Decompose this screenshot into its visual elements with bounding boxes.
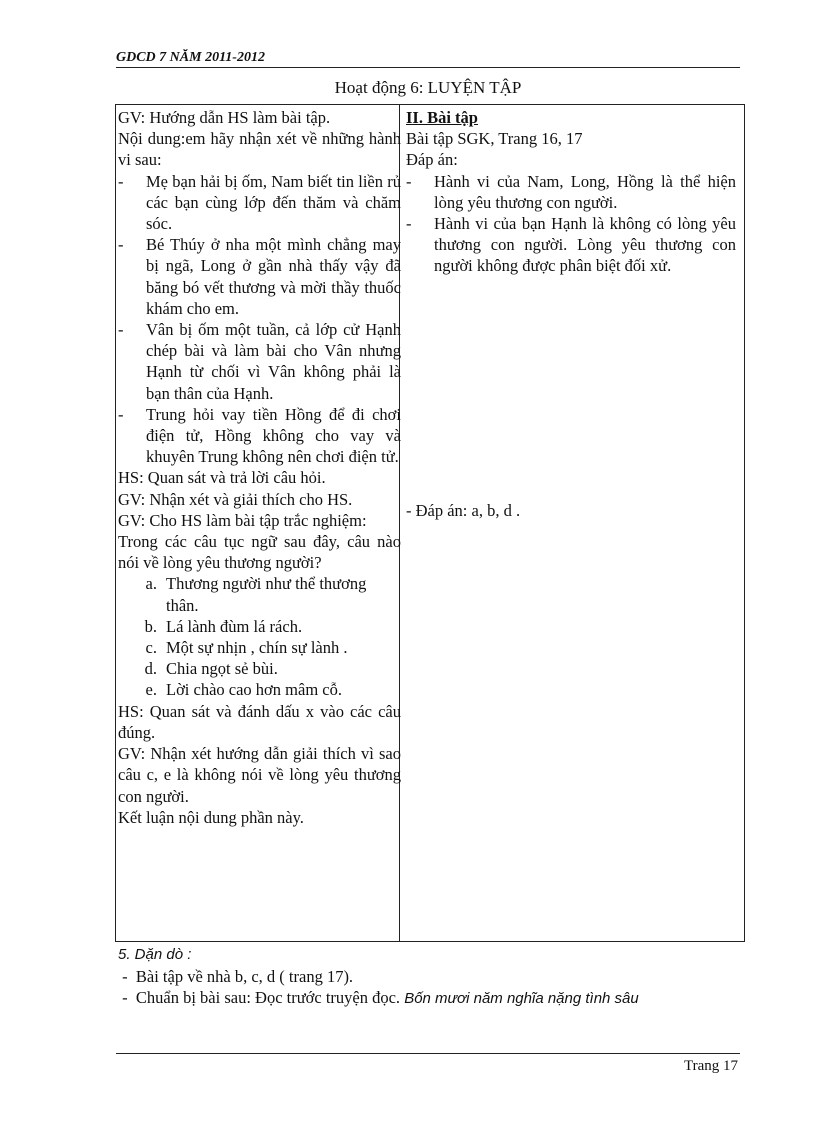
quiz-answer: - Đáp án: a, b, d . [406,500,521,520]
quiz-intro: GV: Cho HS làm bài tập trắc nghiệm: [118,510,367,530]
homework-section [118,944,738,1010]
conclusion-line: Kết luận nội dung phần này. [118,807,304,827]
teacher-student-column [118,107,401,828]
preparation-item: - Chuẩn bị bài sau: Đọc trước truyện đọc. Bốn mươi năm nghĩa nặng tình sâu [118,988,639,1007]
exercise-reference: Bài tập SGK, Trang 16, 17 [406,129,583,149]
quiz-question: Trong các câu tục ngữ sau đây, câu nào nói về lòng yêu thương người? [118,532,401,573]
teacher-comment: GV: Nhận xét và giải thích cho HS. [118,489,353,509]
footer-rule [116,1053,740,1054]
section-label: 5. Dặn dò : [118,946,192,963]
content-column [406,107,736,521]
homework-item: - Bài tập về nhà b, c, d ( trang 17). [118,966,354,986]
answer-item: - Hành vi của Nam, Long, Hồng là thể hiện lòng yêu thương con người. [406,171,736,212]
quiz-option: c. Một sự nhịn , chín sự lành . [145,638,348,658]
student-mark-task: HS: Quan sát và đánh dấu x vào các câu đúng. [118,701,401,742]
activity-title: Hoạt động 6: LUYỆN TẬP [334,78,522,97]
list-item: - Vân bị ốm một tuần, cả lớp cử Hạnh chép bài và làm bài cho Vân nhưng Hạnh từ chối vì Vân không phải là bạn thân của Hạnh. [118,320,401,403]
student-task: HS: Quan sát và trả lời câu hỏi. [118,468,326,488]
answer-item: - Hành vi của bạn Hạnh là không có lòng yêu thương con người. Lòng yêu thương con người không được phân biệt đối xử. [406,214,736,276]
answer-label: Đáp án: [406,150,458,170]
quiz-option: b. Lá lành đùm lá rách. [144,616,303,636]
quiz-option: d. Chia ngọt sẻ bùi. [144,659,278,679]
list-item: - Trung hỏi vay tiền Hồng để đi chơi điện tử, Hồng không cho vay và khuyên Trung không nên chơi điện tử. [118,404,401,467]
teacher-explanation: GV: Nhận xét hướng dẫn giải thích vì sao câu c, e là không nói về lòng yêu thương con người. [118,744,401,806]
page-number: Trang 17 [683,1058,738,1074]
section-heading: II. Bài tập [406,108,478,127]
page-header: GDCD 7 NĂM 2011-2012 [116,50,740,68]
content-prompt: Nội dung:em hãy nhận xét về những hành vi sau: [118,129,401,170]
list-item: - Bé Thúy ở nha một mình chẳng may bị ngã, Long ở gần nhà thấy vậy đã băng bó vết thương và mời thầy thuốc khám cho em. [118,235,401,318]
instruction-line: GV: Hướng dẫn HS làm bài tập. [118,108,331,127]
list-item: - Mẹ bạn hải bị ốm, Nam biết tin liền rủ các bạn cùng lớp đến thăm và chăm sóc. [118,171,401,234]
quiz-option: e. Lời chào cao hơn mâm cỗ. [145,680,342,700]
story-title: Bốn mươi năm nghĩa nặng tình sâu [404,990,639,1007]
quiz-option: a. Thương người như thể thương thân. [145,574,367,615]
